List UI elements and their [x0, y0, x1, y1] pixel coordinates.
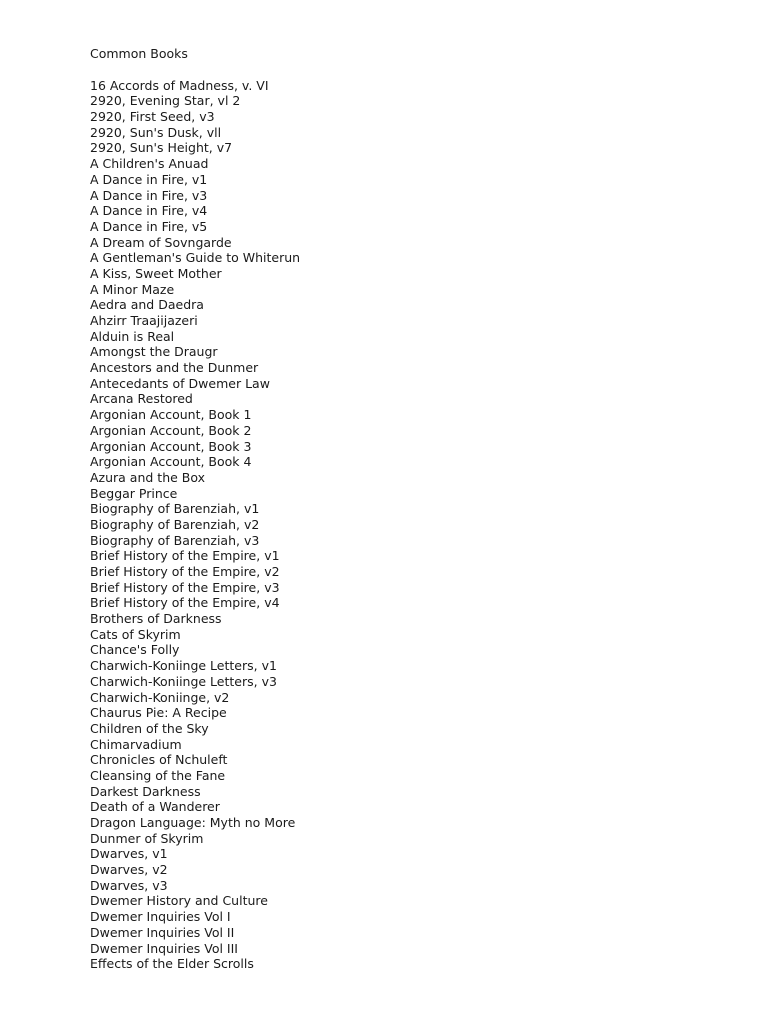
book-list-item: A Dance in Fire, v1: [90, 171, 208, 187]
document-title: Common Books: [90, 46, 188, 61]
book-list-item: Charwich-Koniinge Letters, v3: [90, 673, 277, 689]
book-list-item: Argonian Account, Book 4: [90, 454, 252, 470]
book-list-item: Dunmer of Skyrim: [90, 830, 204, 846]
book-list-item: Biography of Barenziah, v3: [90, 532, 260, 548]
book-list-item: Chaurus Pie: A Recipe: [90, 705, 227, 721]
book-list-item: 2920, Sun's Height, v7: [90, 140, 233, 156]
book-list-item: A Dance in Fire, v3: [90, 187, 208, 203]
book-list-item: Children of the Sky: [90, 720, 209, 736]
book-list-item: Brothers of Darkness: [90, 611, 222, 627]
book-list-item: Dwemer Inquiries Vol I: [90, 909, 231, 925]
book-list-item: Dwarves, v1: [90, 846, 168, 862]
book-list-item: Darkest Darkness: [90, 783, 201, 799]
book-list-item: Argonian Account, Book 3: [90, 438, 252, 454]
book-list-item: Beggar Prince: [90, 485, 178, 501]
book-list-item: 16 Accords of Madness, v. VI: [90, 77, 269, 93]
book-list-item: A Gentleman's Guide to Whiterun: [90, 250, 301, 266]
book-list-item: 2920, Evening Star, vl 2: [90, 93, 241, 109]
book-list-item: Ahzirr Traajijazeri: [90, 313, 198, 328]
book-list-item: Dwarves, v3: [90, 877, 168, 893]
book-list-item: Dwemer Inquiries Vol III: [90, 940, 238, 956]
book-list-item: Chance's Folly: [90, 642, 180, 658]
book-list-item: Cleansing of the Fane: [90, 767, 226, 783]
book-list-item: A Dream of Sovngarde: [90, 234, 232, 250]
book-list-item: Dragon Language: Myth no More: [90, 815, 296, 830]
book-list-item: Ancestors and the Dunmer: [90, 360, 259, 376]
book-list-item: A Dance in Fire, v4: [90, 203, 208, 219]
book-list-item: Azura and the Box: [90, 469, 206, 485]
book-list-item: Effects of the Elder Scrolls: [90, 956, 254, 972]
book-list-item: Brief History of the Empire, v4: [90, 595, 280, 611]
book-list-item: Chimarvadium: [90, 736, 182, 752]
book-list-item: Chronicles of Nchuleft: [90, 752, 228, 768]
book-list-item: Aedra and Daedra: [90, 297, 204, 313]
book-list-item: Dwemer Inquiries Vol II: [90, 924, 235, 940]
book-list-item: Alduin is Real: [90, 328, 175, 344]
book-list-item: 2920, Sun's Dusk, vll: [90, 124, 222, 140]
document-page: [90, 46, 730, 972]
book-list-item: Arcana Restored: [90, 391, 193, 407]
book-list-item: Charwich-Koniinge, v2: [90, 689, 230, 705]
book-list-item: Brief History of the Empire, v1: [90, 548, 280, 564]
book-list-item: Brief History of the Empire, v2: [90, 564, 280, 579]
book-list-item: Biography of Barenziah, v1: [90, 501, 260, 517]
book-list-item: Brief History of the Empire, v3: [90, 579, 280, 595]
book-list-item: Argonian Account, Book 2: [90, 422, 252, 438]
book-list-item: Dwemer History and Culture: [90, 893, 268, 909]
book-list-item: 2920, First Seed, v3: [90, 109, 215, 125]
book-list-item: A Minor Maze: [90, 281, 175, 297]
book-list-item: Argonian Account, Book 1: [90, 407, 252, 423]
book-list-item: A Dance in Fire, v5: [90, 218, 208, 234]
book-list-item: A Kiss, Sweet Mother: [90, 265, 222, 281]
book-list-item: A Children's Anuad: [90, 156, 209, 172]
book-list-item: Charwich-Koniinge Letters, v1: [90, 658, 277, 674]
book-list-item: Antecedants of Dwemer Law: [90, 375, 270, 391]
book-list-item: Death of a Wanderer: [90, 799, 220, 815]
book-list-item: Biography of Barenziah, v2: [90, 516, 260, 532]
book-list-item: Cats of Skyrim: [90, 626, 181, 642]
book-list-item: Amongst the Draugr: [90, 344, 218, 360]
book-list: [90, 78, 730, 972]
book-list-item: Dwarves, v2: [90, 862, 168, 878]
